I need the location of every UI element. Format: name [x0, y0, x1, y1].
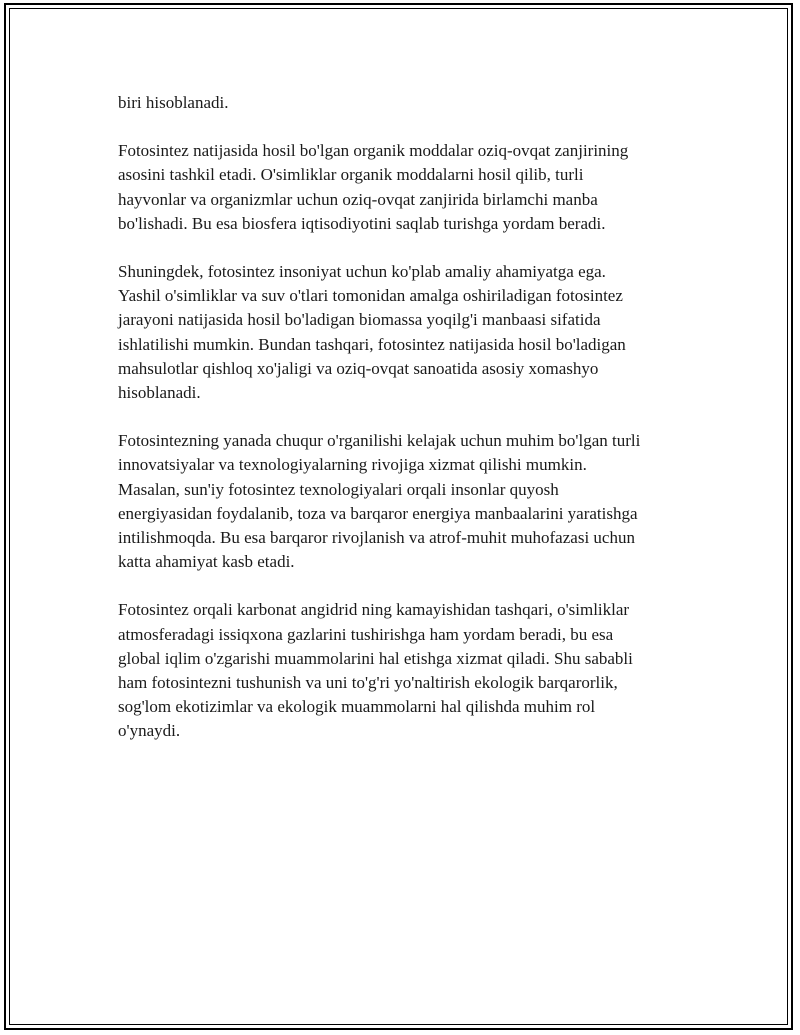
document-body: [118, 91, 698, 768]
paragraph-2: Fotosintez natijasida hosil bo'lgan organik moddalar oziq-ovqat zanjirining asosini tashkil etadi. O'simliklar organik moddalarni hosil qilib, turli hayvonlar va organizmlar uchun oziq-ovqat zanjirida birlamchi manba bo'lishadi. Bu esa biosfera iqtisodiyotini saqlab turishga yordam beradi.: [118, 141, 629, 233]
paragraph-5: Fotosintez orqali karbonat angidrid ning kamayishidan tashqari, o'simliklar atmosferadagi issiqxona gazlarini tushirishga ham yordam beradi, bu esa global iqlim o'zgarishi muammolarini hal etishga xizmat qiladi. Shu sababli ham fotosintezni tushunish va uni to'g'ri yo'naltirish ekologik barqarorlik, sog'lom ekotizimlar va ekologik muammolarni hal qilishda muhim rol o'ynaydi.: [118, 600, 633, 741]
paragraph-1: biri hisoblanadi.: [118, 93, 229, 112]
paragraph-4: Fotosintezning yanada chuqur o'rganilishi kelajak uchun muhim bo'lgan turli innovatsiyalar va texnologiyalarning rivojiga xizmat qilishi mumkin. Masalan, sun'iy fotosintez texnologiyalari orqali insonlar quyosh energiyasidan foydalanib, toza va barqaror energiya manbaalarini yaratishga intilishmoqda. Bu esa barqaror rivojlanish va atrof-muhit muhofazasi uchun katta ahamiyat kasb etadi.: [118, 431, 641, 572]
paragraph-3: Shuningdek, fotosintez insoniyat uchun ko'plab amaliy ahamiyatga ega. Yashil o'simliklar va suv o'tlari tomonidan amalga oshiriladigan fotosintez jarayoni natijasida hosil bo'ladigan biomassa yoqilg'i manbaasi sifatida ishlatilishi mumkin. Bundan tashqari, fotosintez natijasida hosil bo'ladigan mahsulotlar qishloq xo'jaligi va oziq-ovqat sanoatida asosiy xomashyo hisoblanadi.: [118, 262, 626, 403]
